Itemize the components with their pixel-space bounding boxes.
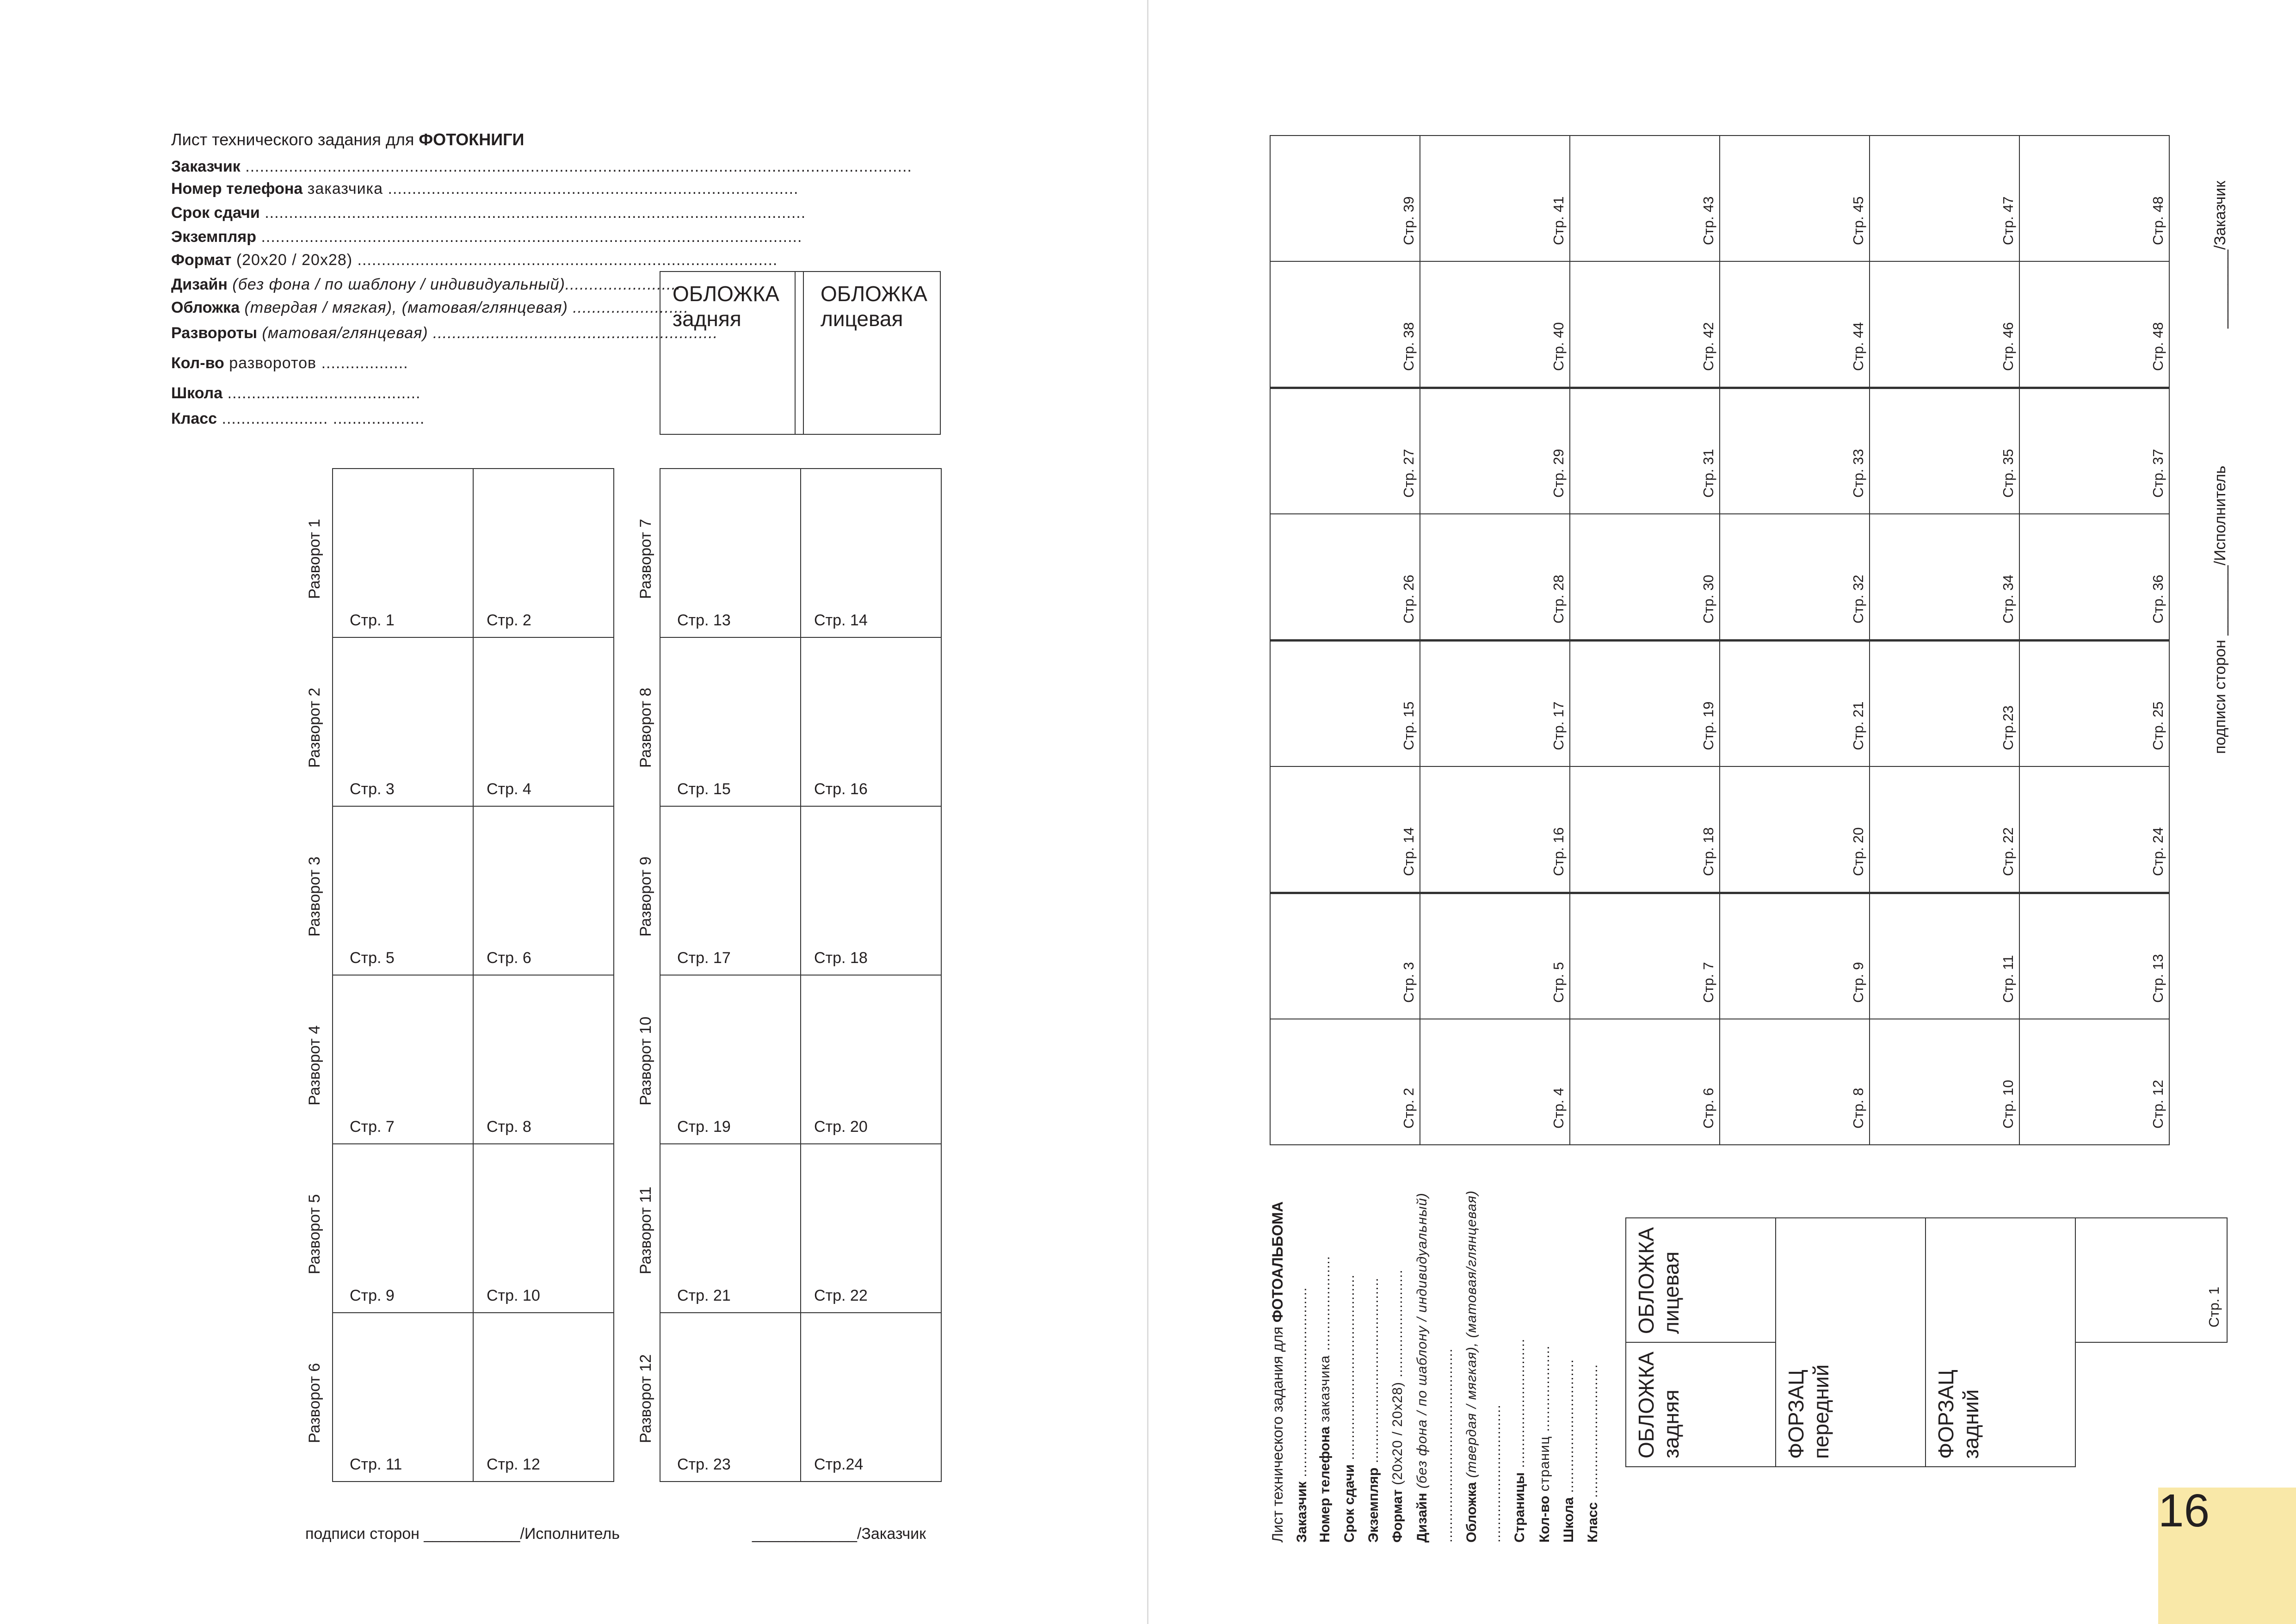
grid-page-label: Стр. 41 bbox=[1550, 196, 1567, 245]
form-field-label: Кол-во bbox=[1537, 1495, 1552, 1543]
grid-page-label: Стр. 31 bbox=[1700, 449, 1716, 498]
grid-page-cell[interactable] bbox=[1719, 513, 1870, 640]
grid-page-cell[interactable] bbox=[1719, 766, 1870, 893]
cover-front-subtitle: лицевая bbox=[821, 307, 903, 331]
grid-page-label: Стр. 2 bbox=[1401, 1087, 1417, 1129]
page-label: Стр. 13 bbox=[677, 611, 731, 629]
grid-page-cell[interactable] bbox=[1569, 1019, 1720, 1145]
endpaper-front-label bbox=[1784, 1365, 1833, 1459]
form-field-fill[interactable]: ........................................... bbox=[1342, 1274, 1357, 1464]
grid-page-cell[interactable] bbox=[1420, 388, 1570, 514]
form-field-label: Развороты bbox=[171, 324, 258, 342]
grid-page-cell[interactable] bbox=[1569, 893, 1720, 1019]
form-field-fill[interactable]: страниц .................... bbox=[1537, 1345, 1552, 1496]
group-separator bbox=[1270, 641, 2170, 642]
grid-page-cell[interactable] bbox=[1869, 893, 2020, 1019]
grid-page-label: Стр. 47 bbox=[2000, 196, 2016, 245]
form-field-9 bbox=[1487, 1404, 1505, 1543]
form-field-label: Номер телефона bbox=[1317, 1426, 1333, 1543]
form-field-fill[interactable]: ...................... ................... bbox=[217, 410, 425, 427]
first-page-label: Стр. 1 bbox=[2206, 1286, 2222, 1328]
grid-page-label: Стр. 27 bbox=[1401, 449, 1417, 498]
form-field-label: Страницы bbox=[1512, 1472, 1527, 1543]
spread-label: Разворот 3 bbox=[306, 856, 323, 937]
spread-label: Разворот 5 bbox=[306, 1194, 323, 1274]
spread-right-page-cell[interactable] bbox=[660, 468, 801, 638]
form-field-label: Класс bbox=[171, 410, 217, 427]
form-field-label: Обложка bbox=[1464, 1482, 1479, 1543]
grid-page-label: Стр. 39 bbox=[1401, 196, 1417, 245]
page-label: Стр. 10 bbox=[487, 1287, 540, 1304]
grid-page-label: Стр. 32 bbox=[1850, 574, 1866, 624]
signature-customer[interactable]: _________/Заказчик bbox=[2211, 180, 2229, 328]
page-label: Стр. 1 bbox=[350, 611, 395, 629]
page-label: Стр. 17 bbox=[677, 949, 731, 967]
form-field-11 bbox=[1536, 1346, 1554, 1543]
form-field-fill[interactable]: (твердая / мягкая), (матовая/глянцевая) bbox=[1464, 1190, 1479, 1482]
grid-page-label: Стр. 25 bbox=[2150, 701, 2166, 750]
form-field-fill[interactable]: (без фона / по шаблону / индивидуальный) bbox=[1414, 1192, 1430, 1493]
grid-page-cell[interactable] bbox=[2019, 1019, 2170, 1145]
cover-front-label bbox=[1634, 1227, 1684, 1334]
form-field-11 bbox=[171, 409, 425, 428]
form-field-label: Номер телефона bbox=[171, 180, 303, 198]
page-label: Стр. 23 bbox=[677, 1456, 731, 1473]
spread-left-page-cell[interactable] bbox=[473, 637, 614, 807]
grid-page-cell[interactable] bbox=[1869, 513, 2020, 640]
form-field-fill[interactable]: заказчика ...................... bbox=[1317, 1255, 1333, 1427]
grid-page-cell[interactable] bbox=[1569, 261, 1720, 388]
form-field-5 bbox=[1389, 1269, 1407, 1543]
grid-page-cell[interactable] bbox=[1270, 388, 1420, 514]
spread-label: Разворот 2 bbox=[306, 687, 323, 768]
form-field-fill[interactable]: ................................................................................................................ bbox=[259, 204, 806, 222]
spread-left-page-cell[interactable] bbox=[332, 1143, 474, 1313]
grid-page-cell[interactable] bbox=[2019, 513, 2170, 640]
grid-page-cell[interactable] bbox=[1569, 135, 1720, 262]
group-separator bbox=[1270, 893, 2170, 894]
grid-page-label: Стр. 33 bbox=[1850, 449, 1866, 498]
cover-front-label-title: ОБЛОЖКА bbox=[1634, 1227, 1658, 1334]
spread-label: Разворот 6 bbox=[306, 1363, 323, 1443]
grid-page-cell[interactable] bbox=[1869, 388, 2020, 514]
form-title-product: ФОТОКНИГИ bbox=[419, 130, 525, 149]
form-field-fill[interactable]: ............................... bbox=[1585, 1364, 1600, 1502]
grid-page-label: Стр. 48 bbox=[2150, 322, 2166, 371]
grid-page-cell[interactable] bbox=[1420, 513, 1570, 640]
page-label: Стр. 18 bbox=[814, 949, 868, 967]
form-field-label: Экземпляр bbox=[171, 228, 257, 246]
grid-page-label: Стр. 22 bbox=[2000, 827, 2016, 876]
page-label: Стр. 7 bbox=[350, 1118, 395, 1136]
endpaper-back-label bbox=[1933, 1370, 1983, 1459]
cover-back-subtitle: задняя bbox=[673, 307, 741, 331]
grid-page-cell[interactable] bbox=[1869, 640, 2020, 767]
spread-label: Разворот 8 bbox=[637, 687, 654, 768]
form-field-6 bbox=[1413, 1193, 1432, 1543]
form-field-fill[interactable]: заказчика ..................................................................................... bbox=[302, 180, 799, 198]
form-field-10 bbox=[1511, 1339, 1529, 1543]
form-field-label: Заказчик bbox=[171, 158, 241, 175]
grid-page-cell[interactable] bbox=[1270, 766, 1420, 893]
grid-page-cell[interactable] bbox=[2019, 135, 2170, 262]
page-label: Стр. 8 bbox=[487, 1118, 531, 1136]
spread-left-page-cell[interactable] bbox=[332, 975, 474, 1144]
form-field-4 bbox=[1364, 1278, 1383, 1543]
cover-back-label bbox=[1634, 1352, 1684, 1458]
spread-left-page-cell[interactable] bbox=[332, 1312, 474, 1482]
grid-page-cell[interactable] bbox=[1719, 640, 1870, 767]
spread-right-page-cell[interactable] bbox=[660, 1143, 801, 1313]
grid-page-label: Стр. 12 bbox=[2150, 1080, 2166, 1129]
signature-executor[interactable]: подписи сторон ________/Исполнитель bbox=[2211, 465, 2229, 754]
page-label: Стр. 2 bbox=[487, 611, 531, 629]
form-title bbox=[1268, 1201, 1287, 1543]
grid-page-label: Стр. 7 bbox=[1700, 962, 1716, 1003]
grid-page-cell[interactable] bbox=[1270, 513, 1420, 640]
endpaper-back-label-title: ФОРЗАЦ bbox=[1934, 1370, 1958, 1459]
grid-page-cell[interactable] bbox=[1569, 640, 1720, 767]
grid-page-label: Стр. 35 bbox=[2000, 449, 2016, 498]
form-field-fill[interactable]: .............................. bbox=[1512, 1338, 1527, 1472]
signature-customer[interactable]: ____________/Заказчик bbox=[752, 1525, 926, 1543]
grid-page-cell[interactable] bbox=[1569, 766, 1720, 893]
form-field-1 bbox=[1293, 1287, 1311, 1543]
grid-page-cell[interactable] bbox=[2019, 640, 2170, 767]
page-label: Стр.24 bbox=[814, 1456, 864, 1473]
grid-page-cell[interactable] bbox=[2019, 261, 2170, 388]
form-field-label: Дизайн bbox=[171, 276, 228, 293]
form-field-fill[interactable]: (твердая / мягкая), (матовая/глянцевая) ........................ bbox=[240, 299, 689, 316]
grid-page-cell[interactable] bbox=[1869, 1019, 2020, 1145]
grid-page-label: Стр. 20 bbox=[1850, 827, 1866, 876]
page-number: 16 bbox=[2158, 1485, 2210, 1537]
spread-left-page-cell[interactable] bbox=[473, 1143, 614, 1313]
grid-page-cell[interactable] bbox=[1270, 1019, 1420, 1145]
form-field-7 bbox=[1438, 1348, 1457, 1543]
form-field-8 bbox=[171, 324, 718, 342]
form-field-label: Формат bbox=[171, 251, 232, 269]
form-field-label: Школа bbox=[1561, 1497, 1576, 1543]
page-label: Стр. 11 bbox=[350, 1456, 402, 1473]
page-number-box bbox=[2158, 1485, 2296, 1624]
grid-page-cell[interactable] bbox=[1270, 261, 1420, 388]
grid-page-label: Стр. 28 bbox=[1550, 574, 1567, 624]
grid-page-cell[interactable] bbox=[1420, 1019, 1570, 1145]
form-field-label: Школа bbox=[171, 384, 223, 402]
grid-page-label: Стр. 36 bbox=[2150, 574, 2166, 624]
grid-page-label: Стр. 30 bbox=[1700, 574, 1716, 624]
cover-back-title: ОБЛОЖКА bbox=[673, 282, 779, 306]
form-field-8 bbox=[1463, 1190, 1481, 1543]
form-field-label: Кол-во bbox=[171, 354, 224, 372]
spread-left-page-cell[interactable] bbox=[473, 806, 614, 976]
grid-page-label: Стр. 42 bbox=[1700, 322, 1716, 371]
page-label: Стр. 12 bbox=[487, 1456, 540, 1473]
grid-page-label: Стр. 16 bbox=[1550, 827, 1567, 876]
grid-page-label: Стр. 8 bbox=[1850, 1087, 1866, 1129]
spread-left-page-cell[interactable] bbox=[332, 806, 474, 976]
spread-left-page-cell[interactable] bbox=[473, 468, 614, 638]
cover-spine-line-2 bbox=[803, 272, 804, 434]
grid-page-label: Стр. 18 bbox=[1700, 827, 1716, 876]
cover-front-title: ОБЛОЖКА bbox=[821, 282, 927, 306]
spread-left-page-cell[interactable] bbox=[473, 1312, 614, 1482]
spread-label: Разворот 7 bbox=[637, 519, 654, 599]
endpaper-back-box[interactable] bbox=[1925, 1217, 2076, 1467]
page-label: Стр. 21 bbox=[677, 1287, 731, 1304]
form-field-label: Дизайн bbox=[1414, 1493, 1430, 1543]
grid-page-label: Стр. 45 bbox=[1850, 196, 1866, 245]
grid-page-label: Стр. 37 bbox=[2150, 449, 2166, 498]
grid-page-label: Стр. 4 bbox=[1550, 1087, 1567, 1129]
spread-right-page-cell[interactable] bbox=[660, 975, 801, 1144]
grid-page-label: Стр. 6 bbox=[1700, 1087, 1716, 1129]
form-field-7 bbox=[171, 298, 689, 317]
spread-right-page-cell[interactable] bbox=[660, 1312, 801, 1482]
grid-page-cell[interactable] bbox=[1270, 893, 1420, 1019]
spread-right-page-cell[interactable] bbox=[800, 1312, 942, 1482]
grid-page-label: Стр. 13 bbox=[2150, 954, 2166, 1003]
cover-spine-line-1 bbox=[795, 272, 796, 434]
form-field-4 bbox=[171, 228, 802, 246]
grid-page-label: Стр. 38 bbox=[1401, 322, 1417, 371]
grid-page-label: Стр. 40 bbox=[1550, 322, 1567, 371]
grid-page-cell[interactable] bbox=[1569, 513, 1720, 640]
grid-page-label: Стр. 5 bbox=[1550, 962, 1567, 1003]
grid-page-label: Стр. 26 bbox=[1401, 574, 1417, 624]
form-field-fill[interactable]: ........................................ bbox=[222, 384, 421, 402]
spread-right-page-cell[interactable] bbox=[800, 1143, 942, 1313]
page-label: Стр. 16 bbox=[814, 780, 868, 798]
form-field-9 bbox=[171, 354, 408, 372]
grid-page-cell[interactable] bbox=[1719, 893, 1870, 1019]
group-separator bbox=[1270, 388, 2170, 389]
grid-page-cell[interactable] bbox=[1270, 640, 1420, 767]
grid-page-label: Стр. 34 bbox=[2000, 574, 2016, 624]
grid-page-label: Стр. 9 bbox=[1850, 962, 1866, 1003]
spread-right-page-cell[interactable] bbox=[800, 975, 942, 1144]
form-field-fill[interactable]: ................................ bbox=[1488, 1404, 1503, 1543]
grid-page-cell[interactable] bbox=[2019, 766, 2170, 893]
spread-label: Разворот 10 bbox=[637, 1016, 654, 1105]
form-field-fill[interactable]: ................................................................................................................ bbox=[256, 228, 802, 246]
form-field-1 bbox=[171, 157, 912, 176]
spread-right-page-cell[interactable] bbox=[660, 806, 801, 976]
form-field-fill[interactable]: (матовая/глянцевая) ........................................................... bbox=[257, 324, 718, 342]
form-field-3 bbox=[171, 204, 806, 222]
form-field-fill[interactable]: ........................................... bbox=[1366, 1277, 1381, 1468]
spread-label: Разворот 11 bbox=[637, 1186, 654, 1274]
grid-page-cell[interactable] bbox=[1719, 261, 1870, 388]
spread-right-page-cell[interactable] bbox=[660, 637, 801, 807]
grid-page-label: Стр. 17 bbox=[1550, 701, 1567, 750]
form-field-10 bbox=[171, 384, 420, 402]
form-field-13 bbox=[1584, 1364, 1602, 1543]
cover-box bbox=[660, 271, 941, 435]
grid-page-cell[interactable] bbox=[1869, 766, 2020, 893]
page-label: Стр. 20 bbox=[814, 1118, 868, 1136]
form-title-prefix: Лист технического задания для bbox=[171, 130, 419, 149]
grid-page-label: Стр. 43 bbox=[1700, 196, 1716, 245]
grid-page-label: Стр. 15 bbox=[1401, 701, 1417, 750]
cover-back-box[interactable] bbox=[1625, 1342, 1776, 1467]
grid-page-cell[interactable] bbox=[1719, 1019, 1870, 1145]
grid-page-label: Стр. 29 bbox=[1550, 449, 1567, 498]
page-label: Стр. 15 bbox=[677, 780, 731, 798]
spread-left-page-cell[interactable] bbox=[332, 637, 474, 807]
form-field-fill[interactable]: .......................................................................................................................................... bbox=[240, 158, 912, 175]
spread-left-page-cell[interactable] bbox=[332, 468, 474, 638]
page-label: Стр. 4 bbox=[487, 780, 531, 798]
form-field-6 bbox=[171, 275, 681, 294]
grid-page-label: Стр. 21 bbox=[1850, 701, 1866, 750]
grid-page-cell[interactable] bbox=[2019, 388, 2170, 514]
spread-label: Разворот 12 bbox=[637, 1354, 654, 1443]
form-field-label: Срок сдачи bbox=[171, 204, 260, 222]
page-label: Стр. 6 bbox=[487, 949, 531, 967]
form-field-label: Формат bbox=[1390, 1489, 1405, 1543]
form-field-5 bbox=[171, 251, 778, 269]
form-field-12 bbox=[1560, 1359, 1578, 1543]
grid-page-label: Стр. 44 bbox=[1850, 322, 1866, 371]
spread-right-page-cell[interactable] bbox=[800, 806, 942, 976]
form-field-fill[interactable]: ............................................ bbox=[1294, 1287, 1309, 1482]
grid-page-label: Стр. 19 bbox=[1700, 701, 1716, 750]
cover-back-label bbox=[673, 281, 779, 331]
endpaper-front-label-subtitle: передний bbox=[1809, 1364, 1833, 1459]
page-divider bbox=[1147, 0, 1148, 1624]
form-field-fill[interactable]: (без фона / по шаблону / индивидуальный)........................ bbox=[227, 276, 681, 293]
form-field-2 bbox=[171, 179, 798, 198]
form-field-3 bbox=[1340, 1274, 1359, 1543]
grid-page-cell[interactable] bbox=[1569, 388, 1720, 514]
grid-page-cell[interactable] bbox=[1869, 261, 2020, 388]
page-label: Стр. 3 bbox=[350, 780, 395, 798]
endpaper-front-box[interactable] bbox=[1775, 1217, 1926, 1467]
form-title bbox=[171, 130, 524, 149]
grid-page-label: Стр. 10 bbox=[2000, 1080, 2016, 1129]
grid-page-cell[interactable] bbox=[1420, 893, 1570, 1019]
form-field-label: Экземпляр bbox=[1366, 1467, 1381, 1543]
page-label: Стр. 22 bbox=[814, 1287, 868, 1304]
cover-front-box[interactable] bbox=[1625, 1217, 1776, 1343]
form-title-prefix: Лист технического задания для bbox=[1269, 1322, 1286, 1543]
form-field-label: Срок сдачи bbox=[1342, 1464, 1357, 1543]
page-label: Стр. 19 bbox=[677, 1118, 731, 1136]
grid-page-label: Стр.23 bbox=[2000, 705, 2016, 750]
endpaper-front-label-title: ФОРЗАЦ bbox=[1784, 1370, 1808, 1459]
grid-page-cell[interactable] bbox=[1270, 135, 1420, 262]
form-field-label: Обложка bbox=[171, 299, 240, 316]
form-field-fill[interactable]: разворотов .................. bbox=[224, 354, 408, 372]
grid-page-cell[interactable] bbox=[1420, 261, 1570, 388]
form-field-fill[interactable]: ............................... bbox=[1561, 1359, 1576, 1497]
page-label: Стр. 5 bbox=[350, 949, 395, 967]
grid-page-cell[interactable] bbox=[1420, 640, 1570, 767]
cover-back-label-title: ОБЛОЖКА bbox=[1634, 1352, 1658, 1458]
spread-label: Разворот 9 bbox=[637, 856, 654, 937]
grid-page-label: Стр. 3 bbox=[1401, 962, 1417, 1003]
grid-page-label: Стр. 11 bbox=[2000, 955, 2016, 1003]
grid-page-cell[interactable] bbox=[1719, 135, 1870, 262]
form-field-fill[interactable]: ............................................. bbox=[1440, 1348, 1455, 1543]
spread-label: Разворот 4 bbox=[306, 1025, 323, 1105]
endpaper-back-label-subtitle: задний bbox=[1959, 1389, 1983, 1459]
grid-page-label: Стр. 24 bbox=[2150, 827, 2166, 876]
cover-front-label-subtitle: лицевая bbox=[1659, 1251, 1683, 1334]
cover-back-label-subtitle: задняя bbox=[1659, 1389, 1683, 1458]
first-page-box[interactable] bbox=[2075, 1217, 2228, 1343]
spread-right-page-cell[interactable] bbox=[800, 637, 942, 807]
grid-page-label: Стр. 48 bbox=[2150, 196, 2166, 245]
form-title-product: ФОТОАЛЬБОМА bbox=[1269, 1201, 1286, 1323]
grid-page-cell[interactable] bbox=[2019, 893, 2170, 1019]
grid-page-cell[interactable] bbox=[1719, 388, 1870, 514]
grid-page-cell[interactable] bbox=[1420, 766, 1570, 893]
cover-front-label bbox=[821, 281, 927, 331]
grid-page-cell[interactable] bbox=[1869, 135, 2020, 262]
signature-executor[interactable]: подписи сторон ___________/Исполнитель bbox=[305, 1525, 620, 1543]
grid-page-label: Стр. 46 bbox=[2000, 322, 2016, 371]
form-field-2 bbox=[1316, 1256, 1334, 1543]
form-field-fill[interactable]: (20x20 / 20x28) ......................... bbox=[1390, 1269, 1405, 1489]
form-field-label: Заказчик bbox=[1294, 1481, 1309, 1543]
spread-label: Разворот 1 bbox=[306, 519, 323, 599]
grid-page-label: Стр. 14 bbox=[1401, 827, 1417, 876]
spread-left-page-cell[interactable] bbox=[473, 975, 614, 1144]
spread-right-page-cell[interactable] bbox=[800, 468, 942, 638]
page-label: Стр. 14 bbox=[814, 611, 868, 629]
form-field-label: Класс bbox=[1585, 1502, 1600, 1543]
grid-page-cell[interactable] bbox=[1420, 135, 1570, 262]
form-field-fill[interactable]: (20x20 / 20x28) ....................................................................................... bbox=[231, 251, 778, 269]
page-label: Стр. 9 bbox=[350, 1287, 395, 1304]
